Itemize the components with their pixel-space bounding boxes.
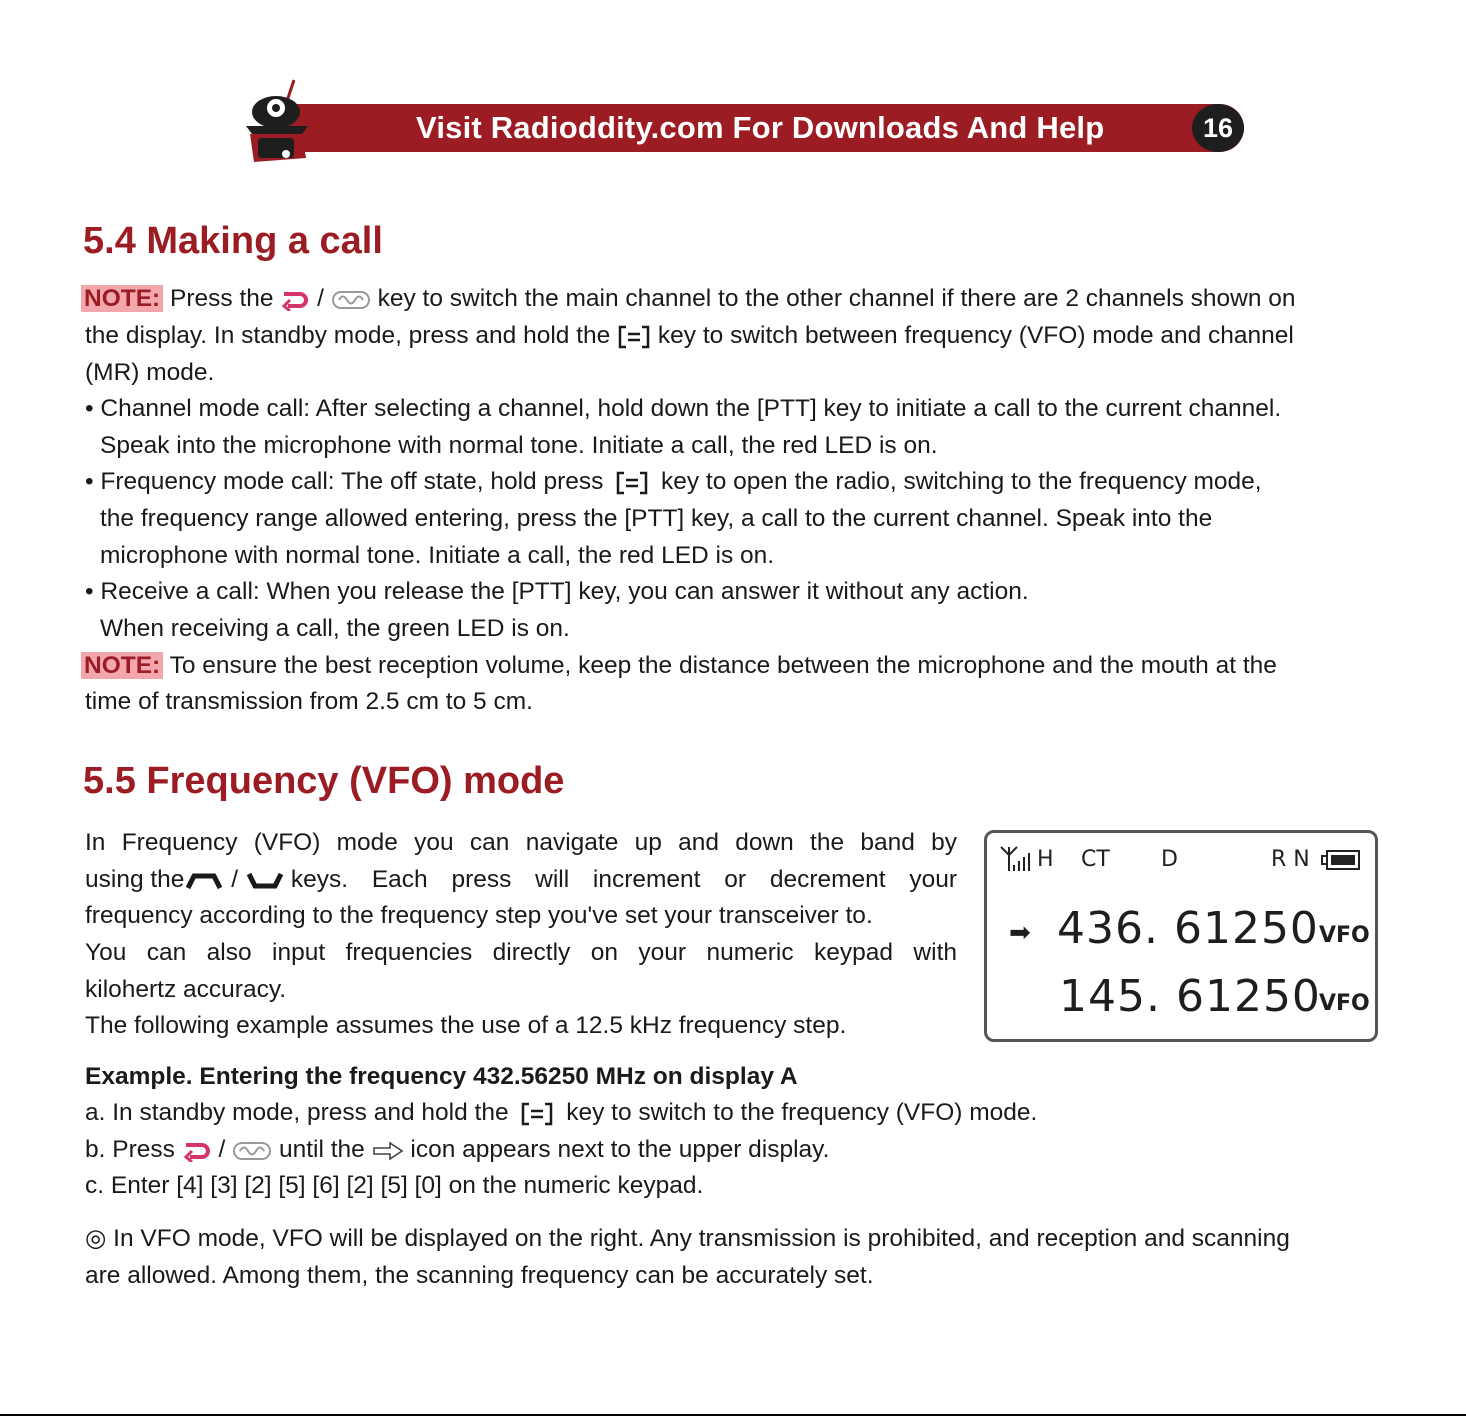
bullet-frequency-call — [85, 467, 1262, 497]
vfo-para1-text-b1: using the — [85, 866, 185, 893]
note1-line2 — [85, 321, 1294, 351]
vfo-remark-line1: ◎ In VFO mode, VFO will be displayed on the right. Any transmission is prohibited, and reception and scanning — [85, 1225, 1290, 1252]
example-title: Example. Entering the frequency 432.56250 MHz on display A — [85, 1063, 798, 1090]
note1-text-c: the display. In standby mode, press and hold the — [85, 322, 611, 349]
note1-slash: / — [317, 285, 324, 312]
up-down-slash: / — [231, 866, 239, 893]
page-number: 16 — [1192, 104, 1244, 152]
note1-text-d: key to switch between frequency (VFO) mode and channel — [657, 322, 1294, 349]
vfo-para1-line3: frequency according to the frequency step you've set your transceiver to. — [85, 902, 873, 929]
menu-key-icon — [515, 1101, 559, 1127]
vfo-remark-line2: are allowed. Among them, the scanning frequency can be accurately set. — [85, 1262, 874, 1289]
note1-text-b: key to switch the main channel to the other channel if there are 2 channels shown on — [377, 285, 1296, 312]
note1-line1 — [85, 284, 1296, 314]
step-c: c. Enter [4] [3] [2] [5] [6] [2] [5] [0] on the numeric keypad. — [85, 1172, 704, 1199]
header-banner — [236, 78, 1246, 164]
vfo-para1-line1: In Frequency (VFO) mode you can navigate up and down the band by — [85, 829, 957, 856]
note1-text-a: Press the — [170, 285, 274, 312]
step-b-text-1: b. Press — [85, 1136, 175, 1163]
lcd-active-arrow: ➡ — [1009, 917, 1031, 947]
note2-line1 — [85, 651, 1277, 681]
menu-key-icon — [610, 470, 654, 496]
bullet-frequency-text-a: • Frequency mode call: The off state, hold press — [85, 468, 604, 495]
scan-key-icon — [232, 1140, 272, 1162]
step-b-text-4: icon appears next to the upper display. — [410, 1136, 830, 1163]
bullet-receive-call: • Receive a call: When you release the [PTT] key, you can answer it without any action. — [85, 578, 1029, 605]
lcd-dual-indicator: D — [1161, 847, 1178, 872]
section-title-making-call: 5.4 Making a call — [83, 220, 383, 262]
vfo-para1-text-b3: keys. Each press will increment or decrement your — [290, 866, 957, 893]
bullet-frequency-call-3: microphone with normal tone. Initiate a call, the red LED is on. — [100, 542, 775, 569]
step-a-text-2: key to switch to the frequency (VFO) mode. — [566, 1099, 1038, 1126]
vfo-para3: The following example assumes the use of a 12.5 kHz frequency step. — [85, 1012, 847, 1039]
lcd-upper-frequency: 436. 61250 — [1057, 903, 1319, 954]
step-b — [85, 1135, 829, 1165]
scan-key-icon — [331, 289, 371, 311]
banner-text[interactable]: Visit Radioddity.com For Downloads And Help — [416, 110, 1105, 145]
step-b-slash: / — [218, 1136, 226, 1163]
vfo-para2-line1: You can also input frequencies directly on your numeric keypad with — [85, 939, 957, 966]
vfo-para2-line2: kilohertz accuracy. — [85, 976, 287, 1003]
lcd-rn-indicator: R N — [1271, 847, 1310, 872]
bullet-channel-call: • Channel mode call: After selecting a channel, hold down the [PTT] key to initiate a call to the current channel. — [85, 395, 1282, 422]
bullet-receive-call-2: When receiving a call, the green LED is on. — [100, 615, 570, 642]
vfo-para1-line2 — [85, 865, 957, 895]
lcd-ctcss-indicator: CT — [1081, 847, 1110, 872]
battery-icon — [1321, 849, 1361, 871]
signal-strength-icon — [999, 845, 1035, 873]
step-a-text-1: a. In standby mode, press and hold the — [85, 1099, 509, 1126]
bullet-frequency-text-b: key to open the radio, switching to the frequency mode, — [661, 468, 1262, 495]
note-label: NOTE: — [81, 285, 163, 312]
note-label: NOTE: — [81, 652, 163, 679]
bottom-divider — [0, 1414, 1466, 1416]
lcd-power-indicator: H — [1037, 847, 1054, 872]
lcd-upper-mode: VFO — [1319, 923, 1370, 948]
note2-line2: time of transmission from 2.5 cm to 5 cm. — [85, 688, 533, 715]
menu-key-icon — [617, 324, 651, 350]
down-key-icon — [245, 870, 285, 892]
radioddity-logo-icon — [236, 78, 316, 164]
return-arrow-icon — [280, 289, 310, 311]
note2-text-a: To ensure the best reception volume, keep the distance between the microphone and the mouth at the — [169, 652, 1277, 679]
return-arrow-icon — [182, 1140, 212, 1162]
lcd-lower-frequency: 145. 61250 — [1059, 971, 1321, 1022]
bullet-channel-call-2: Speak into the microphone with normal tone. Initiate a call, the red LED is on. — [100, 432, 938, 459]
bullet-frequency-call-2: the frequency range allowed entering, press the [PTT] key, a call to the current channel. Speak into the — [100, 505, 1213, 532]
outline-arrow-icon — [372, 1141, 404, 1161]
step-a — [85, 1098, 1037, 1128]
up-key-icon — [184, 870, 224, 892]
lcd-lower-mode: VFO — [1319, 991, 1370, 1016]
lcd-display — [984, 830, 1378, 1042]
up-down-keys — [184, 865, 284, 895]
note1-line3: (MR) mode. — [85, 359, 215, 386]
section-title-vfo-mode: 5.5 Frequency (VFO) mode — [83, 760, 565, 802]
step-b-text-3: until the — [278, 1136, 365, 1163]
